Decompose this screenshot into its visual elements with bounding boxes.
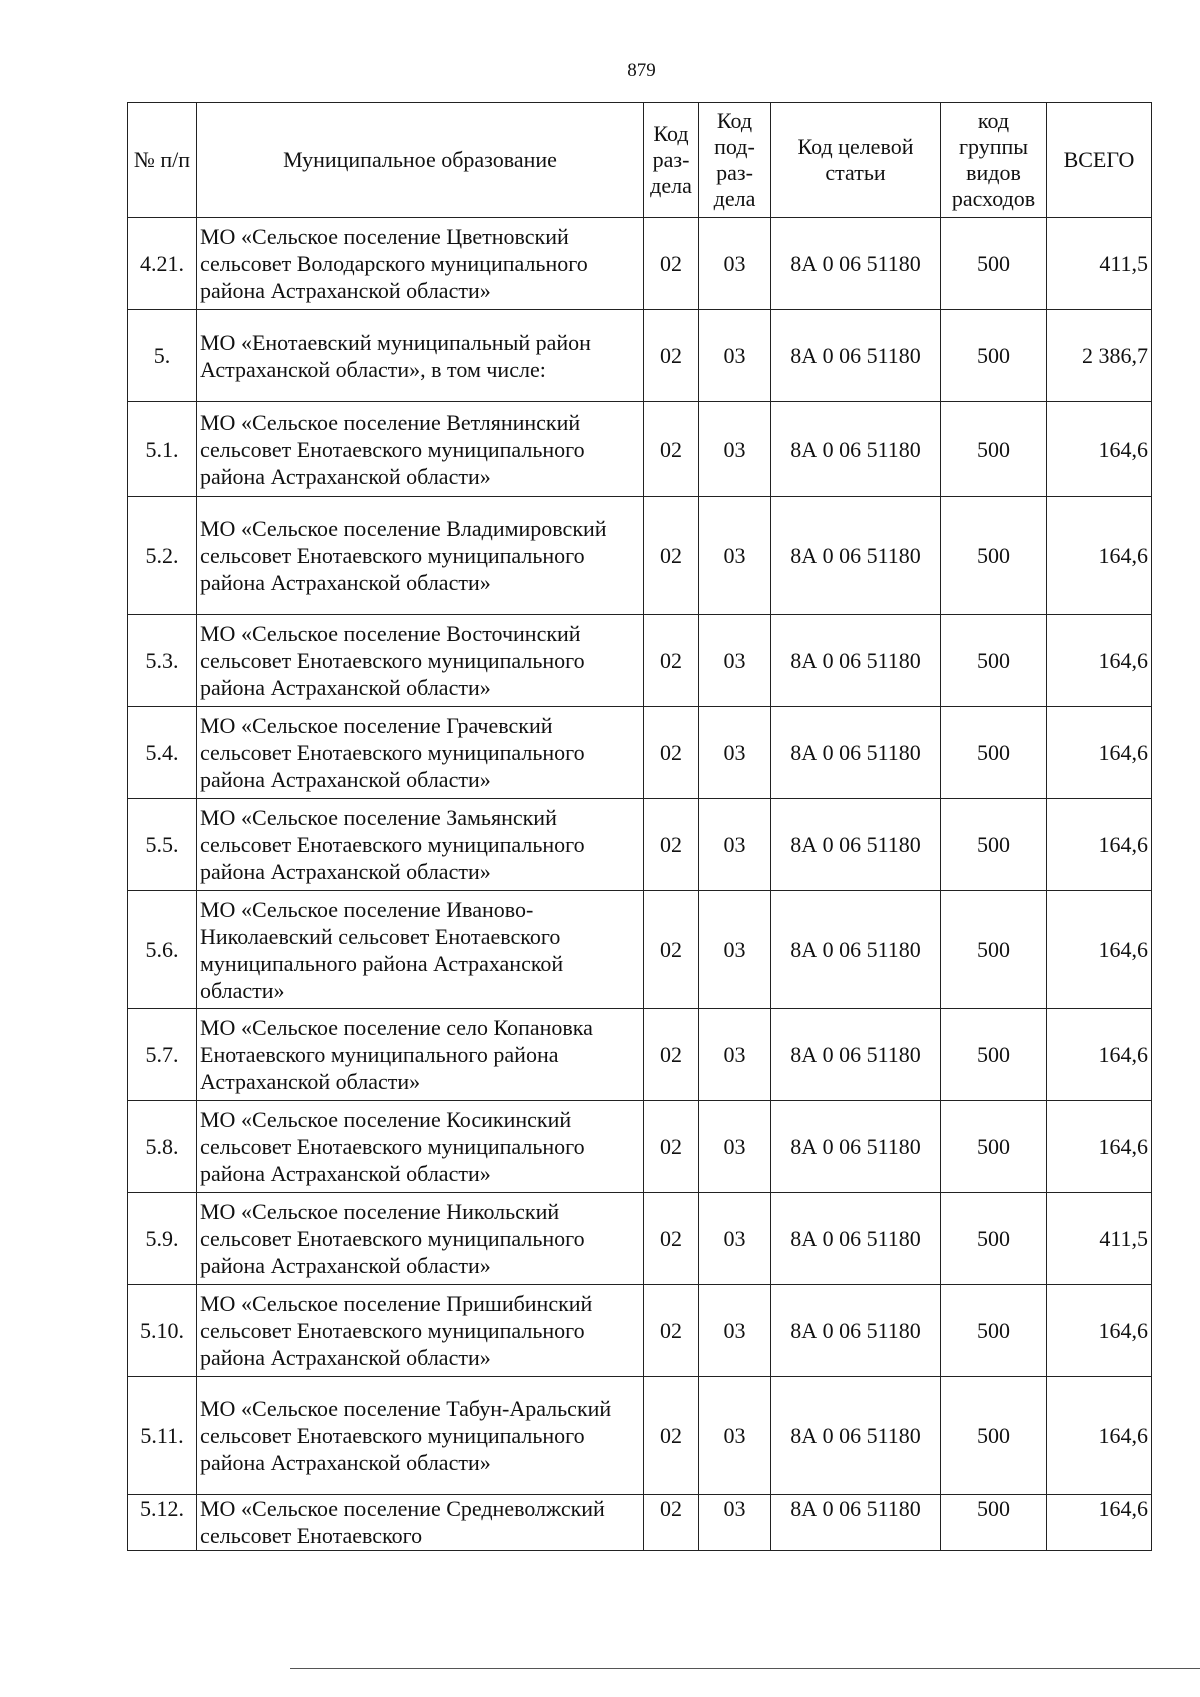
target-code: 8А 0 06 51180 bbox=[771, 1193, 941, 1285]
header-name: Муниципальное образование bbox=[197, 103, 644, 218]
municipality-name: МО «Сельское поселение Грачевский сельсовет Енотаевского муниципального района Астраханской области» bbox=[197, 707, 644, 799]
razdel-code: 02 bbox=[644, 402, 699, 497]
target-code: 8А 0 06 51180 bbox=[771, 1009, 941, 1101]
expense-group-code: 500 bbox=[941, 1009, 1047, 1101]
table-row bbox=[128, 1495, 1152, 1551]
header-num: № п/п bbox=[128, 103, 197, 218]
table-row bbox=[128, 799, 1152, 891]
target-code: 8А 0 06 51180 bbox=[771, 707, 941, 799]
podrazdel-code: 03 bbox=[699, 402, 771, 497]
total-amount: 411,5 bbox=[1047, 1193, 1152, 1285]
row-number: 5.10. bbox=[128, 1285, 197, 1377]
table-row bbox=[128, 1377, 1152, 1495]
table-row bbox=[128, 310, 1152, 402]
row-number: 5.9. bbox=[128, 1193, 197, 1285]
target-code: 8А 0 06 51180 bbox=[771, 1285, 941, 1377]
expense-group-code: 500 bbox=[941, 799, 1047, 891]
row-number: 5.3. bbox=[128, 615, 197, 707]
target-code: 8А 0 06 51180 bbox=[771, 402, 941, 497]
total-amount: 2 386,7 bbox=[1047, 310, 1152, 402]
expense-group-code: 500 bbox=[941, 707, 1047, 799]
target-code: 8А 0 06 51180 bbox=[771, 497, 941, 615]
podrazdel-code: 03 bbox=[699, 1377, 771, 1495]
target-code: 8А 0 06 51180 bbox=[771, 310, 941, 402]
row-number: 5.8. bbox=[128, 1101, 197, 1193]
total-amount: 164,6 bbox=[1047, 1009, 1152, 1101]
expense-group-code: 500 bbox=[941, 402, 1047, 497]
razdel-code: 02 bbox=[644, 615, 699, 707]
expense-group-code: 500 bbox=[941, 1285, 1047, 1377]
razdel-code: 02 bbox=[644, 218, 699, 310]
total-amount: 164,6 bbox=[1047, 1377, 1152, 1495]
target-code: 8А 0 06 51180 bbox=[771, 1101, 941, 1193]
table-row bbox=[128, 402, 1152, 497]
table-row bbox=[128, 1285, 1152, 1377]
total-amount: 164,6 bbox=[1047, 615, 1152, 707]
podrazdel-code: 03 bbox=[699, 799, 771, 891]
table-row bbox=[128, 1193, 1152, 1285]
razdel-code: 02 bbox=[644, 1009, 699, 1101]
expense-group-code: 500 bbox=[941, 1101, 1047, 1193]
razdel-code: 02 bbox=[644, 310, 699, 402]
podrazdel-code: 03 bbox=[699, 497, 771, 615]
podrazdel-code: 03 bbox=[699, 1495, 771, 1551]
municipality-name: МО «Сельское поселение Косикинский сельсовет Енотаевского муниципального района Астраханской области» bbox=[197, 1101, 644, 1193]
municipality-name: МО «Сельское поселение Никольский сельсовет Енотаевского муниципального района Астраханской области» bbox=[197, 1193, 644, 1285]
municipality-name: МО «Сельское поселение Средневолжский сельсовет Енотаевского bbox=[197, 1495, 644, 1551]
municipality-name: МО «Сельское поселение Пришибинский сельсовет Енотаевского муниципального района Астраханской области» bbox=[197, 1285, 644, 1377]
target-code: 8А 0 06 51180 bbox=[771, 799, 941, 891]
budget-table bbox=[127, 102, 1152, 1551]
podrazdel-code: 03 bbox=[699, 218, 771, 310]
table-row bbox=[128, 218, 1152, 310]
municipality-name: МО «Сельское поселение Ветлянинский сельсовет Енотаевского муниципального района Астраханской области» bbox=[197, 402, 644, 497]
podrazdel-code: 03 bbox=[699, 1285, 771, 1377]
row-number: 5.2. bbox=[128, 497, 197, 615]
razdel-code: 02 bbox=[644, 1377, 699, 1495]
row-number: 5.11. bbox=[128, 1377, 197, 1495]
header-podrazdel: Код под-раз-дела bbox=[699, 103, 771, 218]
expense-group-code: 500 bbox=[941, 310, 1047, 402]
total-amount: 164,6 bbox=[1047, 707, 1152, 799]
table-row bbox=[128, 615, 1152, 707]
total-amount: 164,6 bbox=[1047, 1101, 1152, 1193]
row-number: 5.5. bbox=[128, 799, 197, 891]
expense-group-code: 500 bbox=[941, 615, 1047, 707]
table-row bbox=[128, 707, 1152, 799]
table-body bbox=[128, 218, 1152, 1551]
target-code: 8А 0 06 51180 bbox=[771, 1495, 941, 1551]
expense-group-code: 500 bbox=[941, 1495, 1047, 1551]
razdel-code: 02 bbox=[644, 1285, 699, 1377]
municipality-name: МО «Сельское поселение Табун-Аральский сельсовет Енотаевского муниципального района Астраханской области» bbox=[197, 1377, 644, 1495]
podrazdel-code: 03 bbox=[699, 615, 771, 707]
podrazdel-code: 03 bbox=[699, 1193, 771, 1285]
total-amount: 411,5 bbox=[1047, 218, 1152, 310]
podrazdel-code: 03 bbox=[699, 707, 771, 799]
razdel-code: 02 bbox=[644, 707, 699, 799]
target-code: 8А 0 06 51180 bbox=[771, 615, 941, 707]
municipality-name: МО «Енотаевский муниципальный район Астраханской области», в том числе: bbox=[197, 310, 644, 402]
expense-group-code: 500 bbox=[941, 218, 1047, 310]
header-target: Код целевой статьи bbox=[771, 103, 941, 218]
row-number: 5.4. bbox=[128, 707, 197, 799]
razdel-code: 02 bbox=[644, 497, 699, 615]
table-row bbox=[128, 891, 1152, 1009]
razdel-code: 02 bbox=[644, 1193, 699, 1285]
podrazdel-code: 03 bbox=[699, 1101, 771, 1193]
razdel-code: 02 bbox=[644, 1495, 699, 1551]
table-row bbox=[128, 1009, 1152, 1101]
municipality-name: МО «Сельское поселение Иваново-Николаевский сельсовет Енотаевского муниципального района Астраханской области» bbox=[197, 891, 644, 1009]
header-row bbox=[128, 103, 1152, 218]
table-row bbox=[128, 1101, 1152, 1193]
total-amount: 164,6 bbox=[1047, 1495, 1152, 1551]
municipality-name: МО «Сельское поселение село Копановка Енотаевского муниципального района Астраханской области» bbox=[197, 1009, 644, 1101]
expense-group-code: 500 bbox=[941, 1377, 1047, 1495]
municipality-name: МО «Сельское поселение Замьянский сельсовет Енотаевского муниципального района Астраханской области» bbox=[197, 799, 644, 891]
bottom-rule bbox=[290, 1668, 1200, 1669]
total-amount: 164,6 bbox=[1047, 1285, 1152, 1377]
municipality-name: МО «Сельское поселение Владимировский сельсовет Енотаевского муниципального района Астраханской области» bbox=[197, 497, 644, 615]
row-number: 5.12. bbox=[128, 1495, 197, 1551]
row-number: 5. bbox=[128, 310, 197, 402]
total-amount: 164,6 bbox=[1047, 799, 1152, 891]
podrazdel-code: 03 bbox=[699, 1009, 771, 1101]
municipality-name: МО «Сельское поселение Восточинский сельсовет Енотаевского муниципального района Астраханской области» bbox=[197, 615, 644, 707]
razdel-code: 02 bbox=[644, 1101, 699, 1193]
header-total: ВСЕГО bbox=[1047, 103, 1152, 218]
target-code: 8А 0 06 51180 bbox=[771, 218, 941, 310]
row-number: 4.21. bbox=[128, 218, 197, 310]
header-razdel: Код раз-дела bbox=[644, 103, 699, 218]
expense-group-code: 500 bbox=[941, 891, 1047, 1009]
total-amount: 164,6 bbox=[1047, 402, 1152, 497]
municipality-name: МО «Сельское поселение Цветновский сельсовет Володарского муниципального района Астраханской области» bbox=[197, 218, 644, 310]
total-amount: 164,6 bbox=[1047, 891, 1152, 1009]
expense-group-code: 500 bbox=[941, 497, 1047, 615]
target-code: 8А 0 06 51180 bbox=[771, 891, 941, 1009]
expense-group-code: 500 bbox=[941, 1193, 1047, 1285]
table-row bbox=[128, 497, 1152, 615]
page-number: 879 bbox=[627, 60, 656, 81]
row-number: 5.7. bbox=[128, 1009, 197, 1101]
row-number: 5.6. bbox=[128, 891, 197, 1009]
total-amount: 164,6 bbox=[1047, 497, 1152, 615]
razdel-code: 02 bbox=[644, 799, 699, 891]
podrazdel-code: 03 bbox=[699, 310, 771, 402]
target-code: 8А 0 06 51180 bbox=[771, 1377, 941, 1495]
row-number: 5.1. bbox=[128, 402, 197, 497]
header-group: код группы видов расходов bbox=[941, 103, 1047, 218]
razdel-code: 02 bbox=[644, 891, 699, 1009]
podrazdel-code: 03 bbox=[699, 891, 771, 1009]
